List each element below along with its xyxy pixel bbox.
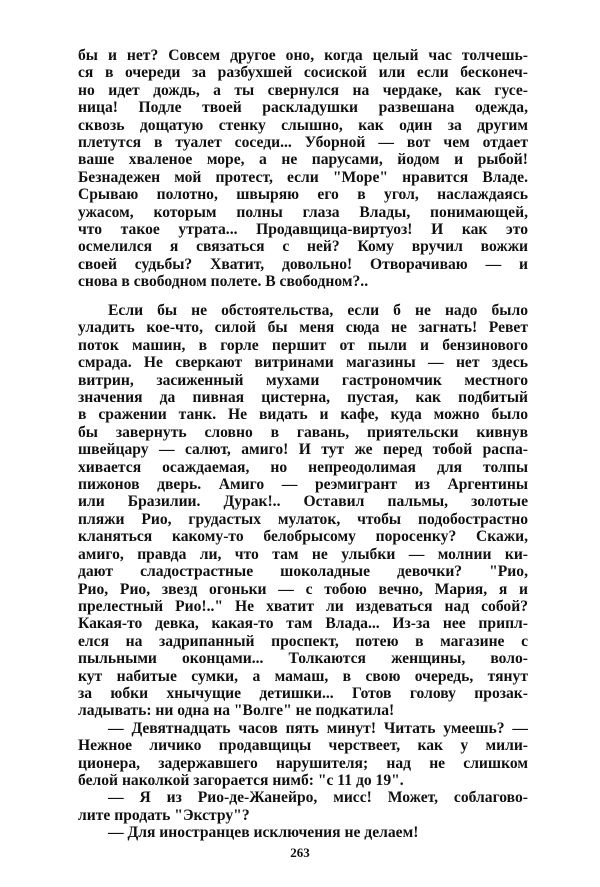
text-line: Безнадежен мой протест, если "Море" нравится Владе. (78, 168, 528, 186)
text-line: поток машин, в горле першит от пыли и бензинового (78, 336, 528, 354)
text-line: но идет дождь, а ты свернулся на чердаке, как гусе- (78, 81, 528, 99)
text-line: ужасом, которым полны глаза Влады, понимающей, (78, 203, 528, 221)
text-line: уладить кое-что, силой бы меня сюда не загнать! Ревет (78, 319, 528, 337)
text-line: ся в очереди за разбухшей сосиской или если бесконеч- (78, 64, 528, 82)
dialogue-line: — Девятнадцать часов пять минут! Читать умеешь? — (108, 719, 528, 737)
text-line: смрада. Не сверкают витринами магазины — нет здесь (78, 354, 528, 372)
text-line: Срываю полотно, швыряю его в угол, наслаждаясь (78, 186, 528, 204)
text-line: швейцару — салют, амиго! И тут же перед тобой распа- (78, 441, 528, 459)
text-line: пыльными оконцами... Толкаются женщины, воло- (78, 650, 528, 668)
text-line: пижонов дверь. Амиго — реэмигрант из Аргентины (78, 476, 528, 494)
text-line: прелестный Рио!.." Не хватит ли издеваться над собой? (78, 597, 528, 615)
text-line: что такое утрата... Продавщица-виртуоз! И как это (78, 221, 528, 239)
text-line: кут набитые сумки, а мамаш, в свою очередь, тянут (78, 667, 528, 685)
text-line: амиго, правда ли, что там не улыбки — молнии ки- (78, 545, 528, 563)
text-line: ладывать: ни одна на "Волге" не подкатила! (78, 702, 395, 720)
text-line: хивается осаждаемая, но непреодолимая для толпы (78, 458, 528, 476)
text-line: Если бы не обстоятельства, если б не надо было (108, 302, 528, 319)
text-line: за юбки хнычущие детишки... Готов голову прозак- (78, 684, 528, 702)
text-line: бы и нет? Совсем другое оно, когда целый час толчешь- (78, 47, 528, 64)
paragraph-2 (78, 302, 528, 842)
text-line: Рио, Рио, звезд огоньки — с тобою вечно, Мария, я и (78, 580, 528, 598)
text-line: своей судьбы? Хватит, довольно! Отворачиваю — и (78, 255, 528, 273)
text-line: лите продать "Экстру"? (78, 806, 250, 824)
text-line: значения да пивная цистерна, пустая, как подбитый (78, 389, 528, 407)
text-line: дают сладострастные шоколадные девочки? "Рио, (78, 563, 528, 581)
dialogue-line: — Я из Рио-де-Жанейро, мисс! Может, соблагово- (108, 789, 528, 807)
text-line: плетутся в туалет соседи... Уборной — вот чем отдает (78, 134, 528, 152)
paragraph-1 (78, 47, 528, 291)
text-line: или Бразилии. Дурак!.. Оставил пальмы, золотые (78, 493, 528, 511)
text-line: в сражении танк. Не видать и кафе, куда можно было (78, 406, 528, 424)
text-line: осмелился я связаться с ней? Кому вручил вожжи (78, 238, 528, 256)
text-line: елся на задрипанный проспект, потею в магазине с (78, 632, 528, 650)
text-line: Какая-то девка, какая-то там Влада... Из-за нее припл- (78, 615, 528, 633)
text-line: ница! Подле твоей раскладушки развешана одежда, (78, 99, 528, 117)
dialogue-line: — Для иностранцев исключения не делаем! (108, 824, 419, 842)
text-line: витрин, засиженный мухами гастрономчик местного (78, 371, 528, 389)
text-line: снова в свободном полете. В свободном?.. (78, 273, 369, 291)
text-line: ционера, задержавшего нарушителя; над не слишком (78, 754, 528, 772)
text-line: белой наколкой загорается нимб: "с 11 до 19". (78, 771, 404, 789)
text-line: Нежное личико продавщицы черствеет, как у мили- (78, 737, 528, 755)
text-line: ваше хваленое море, а не парусами, йодом и рыбой! (78, 151, 528, 169)
text-line: сквозь дощатую стенку слышно, как один за другим (78, 116, 528, 134)
text-line: пляжи Рио, грудастых мулаток, чтобы подобострастно (78, 510, 528, 528)
text-line: бы завернуть словно в гавань, приятельски кивнув (78, 423, 528, 441)
text-line: кланяться какому-то белобрысому поросенку? Скажи, (78, 528, 528, 546)
page-number: 263 (290, 845, 310, 860)
